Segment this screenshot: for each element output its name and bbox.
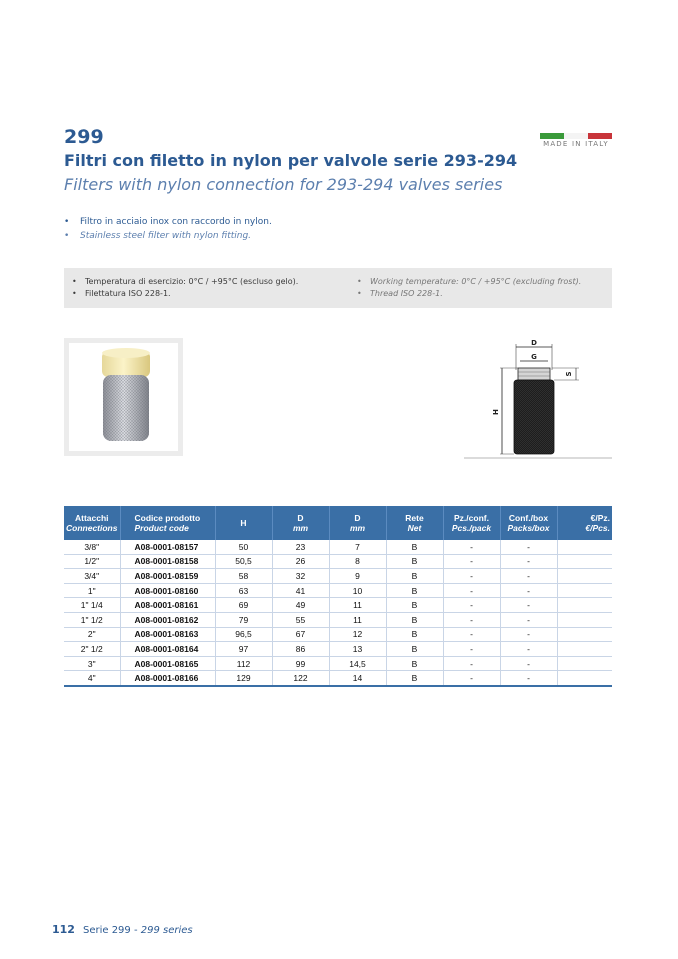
table-cell: - [443,540,500,554]
table-cell: B [386,540,443,554]
table-cell: 2" [64,627,120,642]
table-cell: - [443,569,500,584]
table-cell [557,642,612,657]
table-cell: 69 [215,598,272,613]
table-cell: 55 [272,612,329,627]
table-cell: 67 [272,627,329,642]
table-cell: 99 [272,656,329,671]
table-cell: 58 [215,569,272,584]
table-cell: - [500,583,557,598]
table-cell [557,627,612,642]
table-row [64,554,612,569]
table-header-row [64,506,612,540]
table-cell: 26 [272,554,329,569]
table-cell: B [386,642,443,657]
table-cell: B [386,569,443,584]
column-header: D mm [272,506,329,540]
column-header: H [215,506,272,540]
table-cell: 49 [272,598,329,613]
table-cell: B [386,583,443,598]
table-row [64,598,612,613]
feature-item-italian: • Filtro in acciaio inox con raccordo in nylon. [64,217,272,227]
table-cell: - [443,642,500,657]
column-header: Attacchi Connections [64,506,120,540]
table-cell: 97 [215,642,272,657]
table-cell: 12 [329,627,386,642]
table-cell [557,612,612,627]
table-cell [557,540,612,554]
table-cell: - [443,656,500,671]
table-cell: - [500,656,557,671]
table-cell: 7 [329,540,386,554]
table-cell: 1" 1/2 [64,612,120,627]
table-cell: - [443,598,500,613]
table-cell: 1" 1/4 [64,598,120,613]
table-cell: - [500,598,557,613]
table-cell: A08-0001-08163 [120,627,215,642]
table-cell: - [500,554,557,569]
column-header: €/Pz. €/Pcs. [557,506,612,540]
table-cell: 2" 1/2 [64,642,120,657]
page-title-italian: Filtri con filetto in nylon per valvole serie 293-294 [64,151,518,170]
table-cell [557,671,612,686]
series-number: 299 [64,126,104,148]
table-cell: 1/2" [64,554,120,569]
product-photo-frame [64,338,183,456]
table-cell: A08-0001-08161 [120,598,215,613]
table-cell: - [500,642,557,657]
spec-temperature-en: Working temperature: 0°C / +95°C (excluding frost). [370,277,582,286]
table-cell: 11 [329,598,386,613]
page-title-english: Filters with nylon connection for 293-294 valves series [64,175,503,194]
product-photo [69,343,178,451]
table-cell [557,554,612,569]
table-cell [557,598,612,613]
spec-thread-en: Thread ISO 228-1. [370,289,443,298]
flag-green-stripe [540,133,564,139]
table-cell: - [500,569,557,584]
table-cell: A08-0001-08157 [120,540,215,554]
table-cell: 8 [329,554,386,569]
table-cell: A08-0001-08158 [120,554,215,569]
table-row [64,627,612,642]
table-cell: 4" [64,671,120,686]
table-cell: A08-0001-08162 [120,612,215,627]
table-cell: B [386,598,443,613]
spec-thread-it: Filettatura ISO 228-1. [85,289,171,298]
table-cell: 50 [215,540,272,554]
table-cell: 3/4" [64,569,120,584]
table-row [64,583,612,598]
table-cell: B [386,671,443,686]
table-cell: B [386,656,443,671]
table-cell: B [386,554,443,569]
table-cell: A08-0001-08160 [120,583,215,598]
table-cell: - [443,554,500,569]
table-cell: 1" [64,583,120,598]
table-row [64,656,612,671]
table-cell: 129 [215,671,272,686]
table-cell: 10 [329,583,386,598]
table-cell: 63 [215,583,272,598]
table-row [64,569,612,584]
table-cell: 79 [215,612,272,627]
table-cell: - [443,627,500,642]
specs-english: • Working temperature: 0°C / +95°C (excluding frost). • Thread ISO 228-1. [357,277,582,298]
table-cell: 50,5 [215,554,272,569]
table-cell: 3" [64,656,120,671]
specifications-box [64,268,612,308]
table-cell [557,583,612,598]
table-cell: 122 [272,671,329,686]
table-cell: 13 [329,642,386,657]
column-header: Conf./box Packs/box [500,506,557,540]
technical-drawing [464,330,614,462]
table-cell [557,656,612,671]
table-cell: 32 [272,569,329,584]
feature-list [64,215,272,243]
table-cell: A08-0001-08165 [120,656,215,671]
table-cell: B [386,612,443,627]
table-row [64,642,612,657]
table-cell: A08-0001-08159 [120,569,215,584]
table-row [64,671,612,686]
table-cell: - [443,583,500,598]
table-cell: 86 [272,642,329,657]
page-number: 112 [52,923,75,936]
column-header: Codice prodotto Product code [120,506,215,540]
table-cell: 9 [329,569,386,584]
dimension-label-d: D [531,339,537,347]
table-cell: 23 [272,540,329,554]
table-cell: A08-0001-08166 [120,671,215,686]
product-table [64,506,612,687]
feature-item-english: • Stainless steel filter with nylon fitting. [64,231,252,241]
filter-image [69,343,178,451]
table-cell: - [500,671,557,686]
flag-red-stripe [588,133,612,139]
table-cell: 41 [272,583,329,598]
table-cell: 3/8" [64,540,120,554]
made-in-italy-label: MADE IN ITALY [543,140,609,148]
table-cell: 14,5 [329,656,386,671]
table-cell: 11 [329,612,386,627]
column-header: D mm [329,506,386,540]
table-cell: - [443,612,500,627]
table-cell: 96,5 [215,627,272,642]
specs-italian: • Temperatura di esercizio: 0°C / +95°C (escluso gelo). • Filettatura ISO 228-1. [72,277,299,298]
table-body [64,540,612,686]
column-header: Rete Net [386,506,443,540]
table-row [64,612,612,627]
table-cell: - [500,540,557,554]
spec-temperature-it: Temperatura di esercizio: 0°C / +95°C (escluso gelo). [85,277,299,286]
dimension-label-g: G [531,353,537,361]
table-cell: B [386,627,443,642]
table-cell: - [500,627,557,642]
italian-flag-icon [540,133,612,139]
dimension-label-h: H [492,409,500,415]
dimension-label-s: S [565,371,573,377]
table-row [64,540,612,554]
flag-white-stripe [564,133,588,139]
footer-series-english: 299 series [140,925,193,936]
table-cell [557,569,612,584]
column-header: Pz./conf. Pcs./pack [443,506,500,540]
footer-series-italian: Serie 299 - [82,925,141,936]
page-footer [52,923,193,936]
table-cell: A08-0001-08164 [120,642,215,657]
table-cell: - [500,612,557,627]
table-cell: - [443,671,500,686]
table-cell: 112 [215,656,272,671]
table-cell: 14 [329,671,386,686]
